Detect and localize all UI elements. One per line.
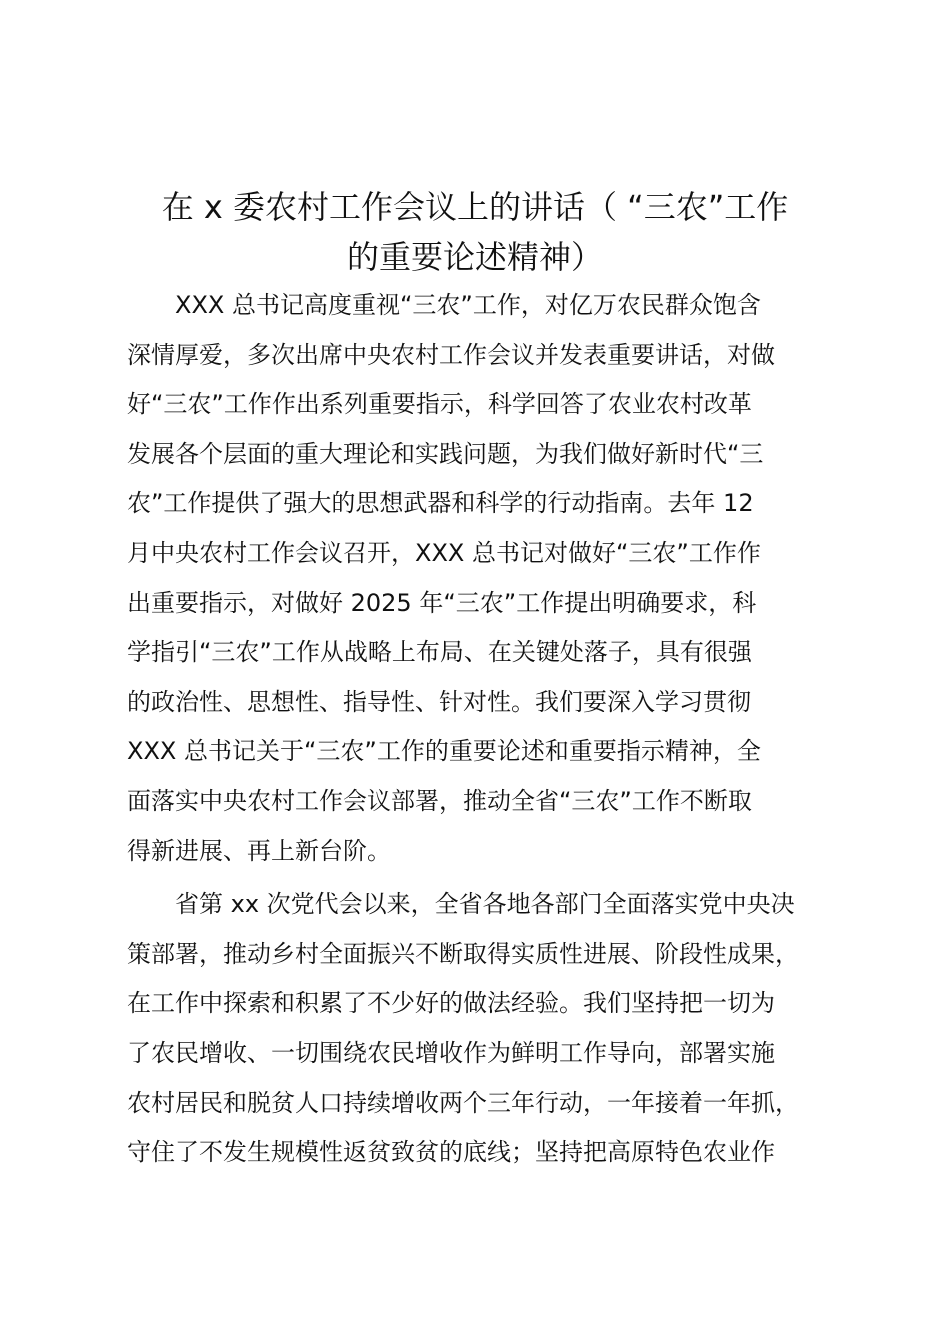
title-line-2: 的重要论述精神） bbox=[346, 238, 603, 276]
text-line: 学指引“三农”工作从战略上布局、在关键处落子，具有很强 bbox=[127, 638, 752, 667]
text-line: XXX 总书记关于“三农”工作的重要论述和重要指示精神，全 bbox=[127, 737, 761, 766]
text-line: 在工作中探索和积累了不少好的做法经验。我们坚持把一切为 bbox=[127, 989, 775, 1018]
text-line: 守住了不发生规模性返贫致贫的底线；坚持把高原特色农业作 bbox=[127, 1138, 775, 1167]
paragraph-2 bbox=[127, 880, 867, 1178]
text-line: 深情厚爱，多次出席中央农村工作会议并发表重要讲话，对做 bbox=[127, 340, 775, 369]
text-line: 策部署，推动乡村全面振兴不断取得实质性进展、阶段性成果， bbox=[127, 939, 799, 968]
document-body bbox=[127, 281, 867, 1178]
text-line: 面落实中央农村工作会议部署，推动全省“三农”工作不断取 bbox=[127, 786, 752, 815]
paragraph-1 bbox=[127, 281, 867, 876]
title-line-1: 在 x 委农村工作会议上的讲话（ “三农”工作 bbox=[161, 188, 789, 226]
text-line: XXX 总书记高度重视“三农”工作，对亿万农民群众饱含 bbox=[127, 291, 761, 319]
text-line: 农村居民和脱贫人口持续增收两个三年行动，一年接着一年抓， bbox=[127, 1088, 799, 1117]
text-line: 省第 xx 次党代会以来，全省各地各部门全面落实党中央决 bbox=[127, 890, 795, 919]
text-line: 好“三农”工作作出系列重要指示，科学回答了农业农村改革 bbox=[127, 390, 752, 419]
text-line: 的政治性、思想性、指导性、针对性。我们要深入学习贯彻 bbox=[127, 687, 751, 716]
document-title bbox=[110, 182, 840, 282]
text-line: 农”工作提供了强大的思想武器和科学的行动指南。去年 12 bbox=[127, 489, 754, 518]
text-line: 发展各个层面的重大理论和实践问题，为我们做好新时代“三 bbox=[127, 439, 764, 468]
text-line: 出重要指示，对做好 2025 年“三农”工作提出明确要求，科 bbox=[127, 588, 757, 617]
text-line: 了农民增收、一切围绕农民增收作为鲜明工作导向，部署实施 bbox=[127, 1038, 775, 1067]
text-line: 得新进展、再上新台阶。 bbox=[127, 836, 391, 865]
text-line: 月中央农村工作会议召开，XXX 总书记对做好“三农”工作作 bbox=[127, 538, 761, 567]
